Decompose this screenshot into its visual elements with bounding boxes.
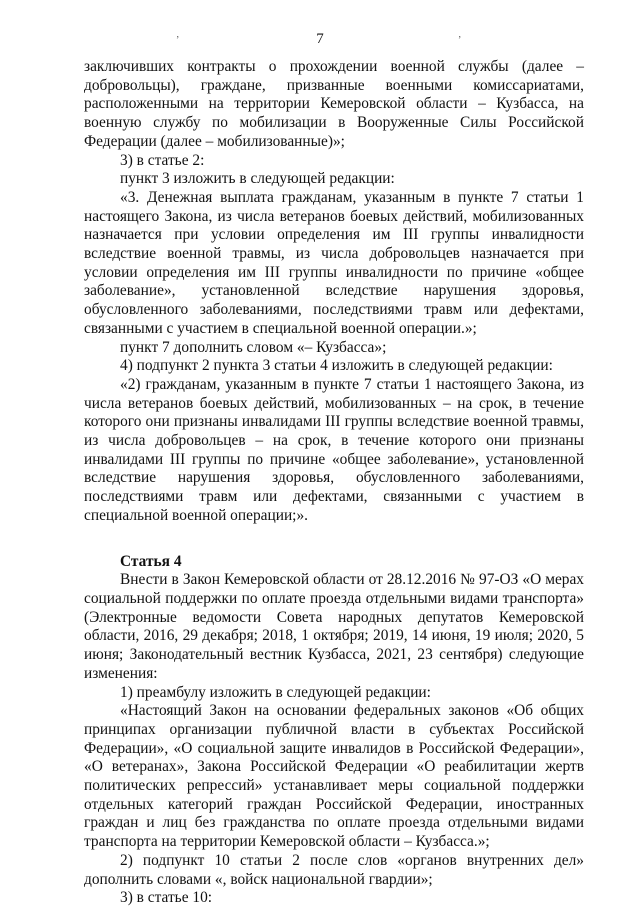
paragraph: «3. Денежная выплата гражданам, указанным в пункте 7 статьи 1 настоящего Закона, из числа ветеранов боевых действий, мобилизованных назначается при условии определения им III группы инвалидности вследствие военной травмы, из числа добровольцев назначается при условии определения им III группы инвалидности по причине «общее заболевание», установленной вследствие нарушения здоровья, обусловленного заболеваниями, последствиями травм или дефектами, связанными с участием в специальной военной операции.»; [84,188,584,337]
section-gap [84,526,584,553]
scan-mark: ʼ [458,35,462,46]
article-heading: Статья 4 [120,552,182,570]
document-body [84,58,584,908]
paragraph: пункт 7 дополнить словом «– Кузбасса»; [120,338,387,356]
paragraph: «Настоящий Закон на основании федеральных законов «Об общих принципах организации публичной власти в субъектах Российской Федерации», «О социальной защите инвалидов в Российской Федерации», «О ветеранах», Закона Российской Федерации «О реабилитации жертв политических репрессий» устанавливает меры социальной поддержки отдельных категорий граждан Российской Федерации, иностранных граждан и лиц без гражданства по оплате проезда отдельными видами транспорта на территории Кемеровской области – Кузбасса.»; [84,702,584,851]
page-number: 7 [316,31,324,47]
scan-mark: ʼ [176,35,180,46]
paragraph: «2) гражданам, указанным в пункте 7 статьи 1 настоящего Закона, из числа ветеранов боевых действий, мобилизованных – на срок, в течение которого они признаны инвалидами III группы вследствие военной травмы, из числа добровольцев – на срок, в течение которого они признаны инвалидами III группы по причине «общее заболевание», установленной вследствие нарушения здоровья, обусловленного заболеваниями, последствиями травм или дефектами, связанными с участием в специальной военной операции;». [84,375,584,524]
paragraph: 4) подпункт 2 пункта 3 статьи 4 изложить в следующей редакции: [120,357,553,375]
paragraph: заключивших контракты о прохождении военной службы (далее – добровольцы), граждане, призванные военными комиссариатами, расположенными на территории Кемеровской области – Кузбасса, на военную службу по мобилизации в Вооруженные Силы Российской Федерации (далее – мобилизованные)»; [84,58,584,150]
paragraph: Внести в Закон Кемеровской области от 28.12.2016 № 97-ОЗ «О мерах социальной поддержки по оплате проезда отдельными видами транспорта» (Электронные ведомости Совета народных депутатов Кемеровской области, 2016, 29 декабря; 2018, 1 октября; 2019, 14 июня, 19 июля; 2020, 5 июня; Законодательный вестник Кузбасса, 2021, 23 сентября) следующие изменения: [84,571,584,682]
paragraph: 3) в статье 2: [120,151,205,169]
paragraph: пункт 3 изложить в следующей редакции: [120,170,395,188]
paragraph: 2) подпункт 10 статьи 2 после слов «органов внутренних дел» дополнить словами «, войск национальной гвардии»; [84,851,584,888]
paragraph: 1) преамбулу изложить в следующей редакции: [120,683,431,701]
paragraph: 3) в статье 10: [120,889,213,907]
